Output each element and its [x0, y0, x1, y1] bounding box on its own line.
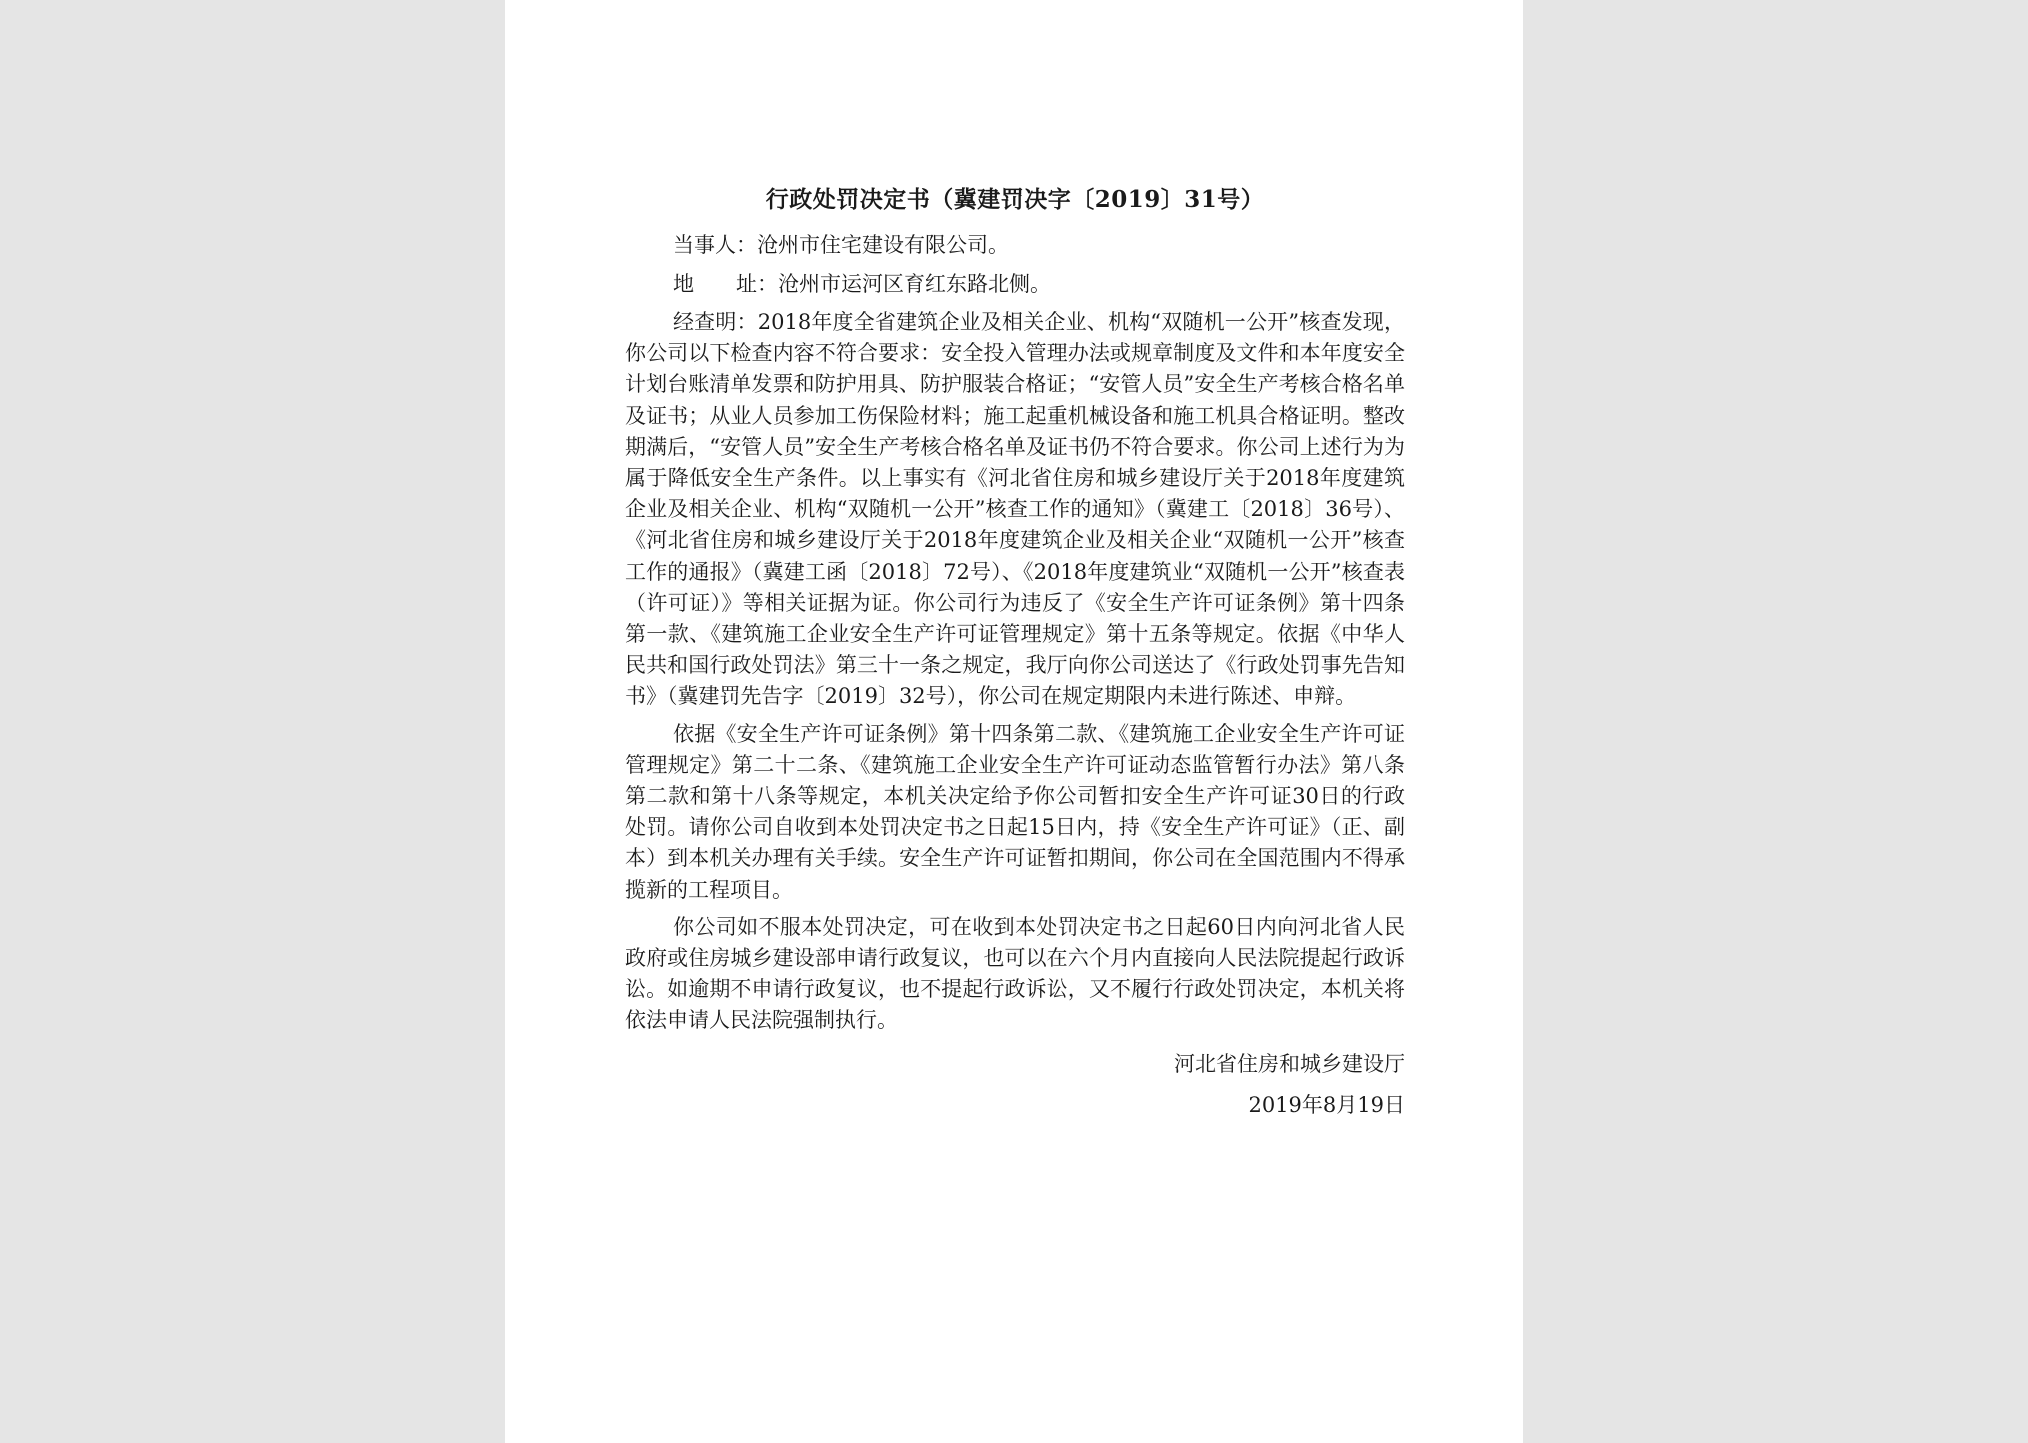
decision-paragraph: 依据《安全生产许可证条例》第十四条第二款、《建筑施工企业安全生产许可证管理规定》第二十二条、《建筑施工企业安全生产许可证动态监管暂行办法》第八条第二款和第十八条等规定，本机关决定给予你公司暂扣安全生产许可证30日的行政处罚。请你公司自收到本处罚决定书之日起15日内，持《安全生产许可证》（正、副本）到本机关办理有关手续。安全生产许可证暂扣期间，你公司在全国范围内不得承揽新的工程项目。: [625, 721, 1405, 902]
issuer-signature: 河北省住房和城乡建设厅: [1174, 1051, 1405, 1076]
issue-date: 2019年8月19日: [1248, 1092, 1405, 1117]
document-page: [505, 0, 1523, 1443]
document-content: [625, 183, 1405, 1123]
appeal-paragraph: 你公司如不服本处罚决定，可在收到本处罚决定书之日起60日内向河北省人民政府或住房城乡建设部申请行政复议，也可以在六个月内直接向人民法院提起行政诉讼。如逾期不申请行政复议，也不提起行政诉讼，又不履行行政处罚决定，本机关将依法申请人民法院强制执行。: [625, 914, 1405, 1033]
party-line: 当事人：沧州市住宅建设有限公司。: [673, 233, 1009, 257]
document-title: 行政处罚决定书（冀建罚决字〔2019〕31号）: [765, 186, 1265, 213]
findings-paragraph: 经查明：2018年度全省建筑企业及相关企业、机构“双随机一公开”核查发现，你公司以下检查内容不符合要求：安全投入管理办法或规章制度及文件和本年度安全计划台账清单发票和防护用具、防护服装合格证；“安管人员”安全生产考核合格名单及证书；从业人员参加工伤保险材料；施工起重机械设备和施工机具合格证明。整改期满后，“安管人员”安全生产考核合格名单及证书仍不符合要求。你公司上述行为为属于降低安全生产条件。以上事实有《河北省住房和城乡建设厅关于2018年度建筑企业及相关企业、机构“双随机一公开”核查工作的通知》（冀建工〔2018〕36号）、《河北省住房和城乡建设厅关于2018年度建筑企业及相关企业“双随机一公开”核查工作的通报》（冀建工函〔2018〕72号）、《2018年度建筑业“双随机一公开”核查表（许可证）》等相关证据为证。你公司行为违反了《安全生产许可证条例》第十四条第一款、《建筑施工企业安全生产许可证管理规定》第十五条等规定。依据《中华人民共和国行政处罚法》第三十一条之规定，我厅向你公司送达了《行政处罚事先告知书》（冀建罚先告字〔2019〕32号），你公司在规定期限内未进行陈述、申辩。: [625, 310, 1405, 709]
address-line: 地 址：沧州市运河区育红东路北侧。: [673, 272, 1051, 296]
